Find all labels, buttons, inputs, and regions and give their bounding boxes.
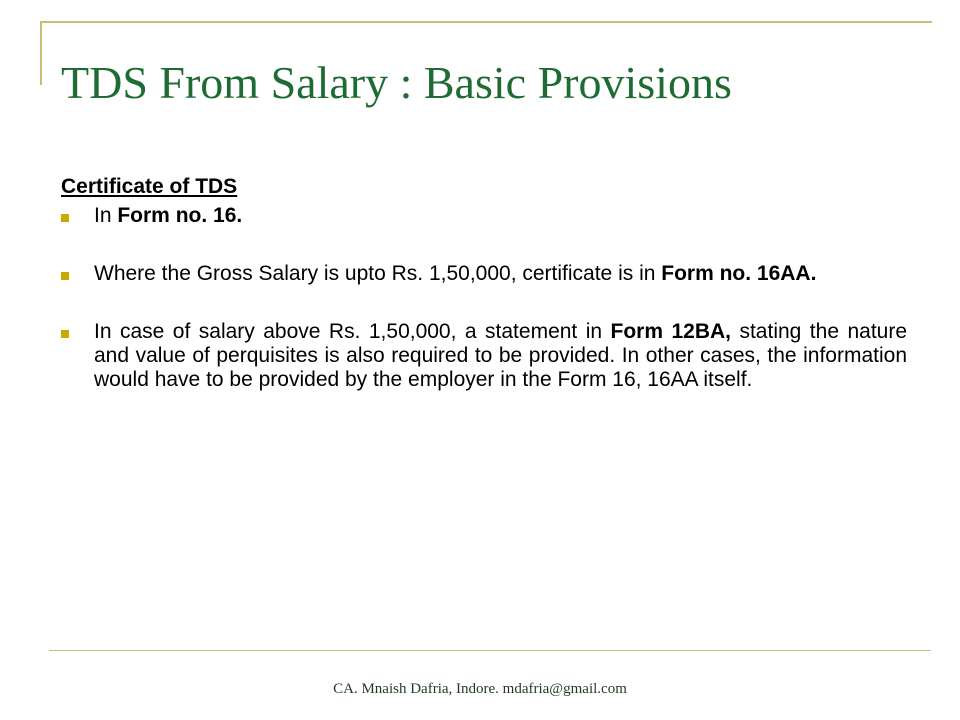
bullet-text — [94, 262, 816, 285]
slide-title: TDS From Salary : Basic Provisions — [61, 57, 732, 108]
bullet-segment: In — [94, 204, 118, 227]
bullet-segment-bold: Form 12BA, — [610, 320, 732, 343]
bullet-text — [94, 204, 242, 227]
square-bullet-icon — [61, 330, 69, 338]
frame-top-line — [40, 21, 932, 23]
bullet-segment: Where the Gross Salary is upto Rs. 1,50,000, certificate is in — [94, 262, 662, 285]
bullet-item — [61, 204, 907, 228]
footer-divider — [49, 650, 931, 651]
bullet-segment-bold: Form no. 16. — [117, 204, 243, 227]
slide-content — [61, 174, 907, 392]
bullet-text — [94, 320, 907, 391]
bullet-item — [61, 320, 907, 392]
footer-text: CA. Mnaish Dafria, Indore. mdafria@gmail.com — [333, 681, 627, 697]
bullet-segment: In case of salary above Rs. 1,50,000, a statement in — [94, 320, 611, 343]
bullet-item — [61, 262, 907, 286]
bullet-list — [61, 204, 907, 392]
square-bullet-icon — [61, 214, 69, 222]
bullet-segment: stating the nature and value of perquisites is also required to be provided. In other cases, the information would have to be provided by the employer in the Form 16, 16AA itself. — [94, 320, 908, 391]
bullet-segment-bold: Form no. 16AA. — [661, 262, 817, 285]
frame-left-line — [40, 21, 42, 85]
section-heading: Certificate of TDS — [61, 175, 238, 198]
square-bullet-icon — [61, 272, 69, 280]
